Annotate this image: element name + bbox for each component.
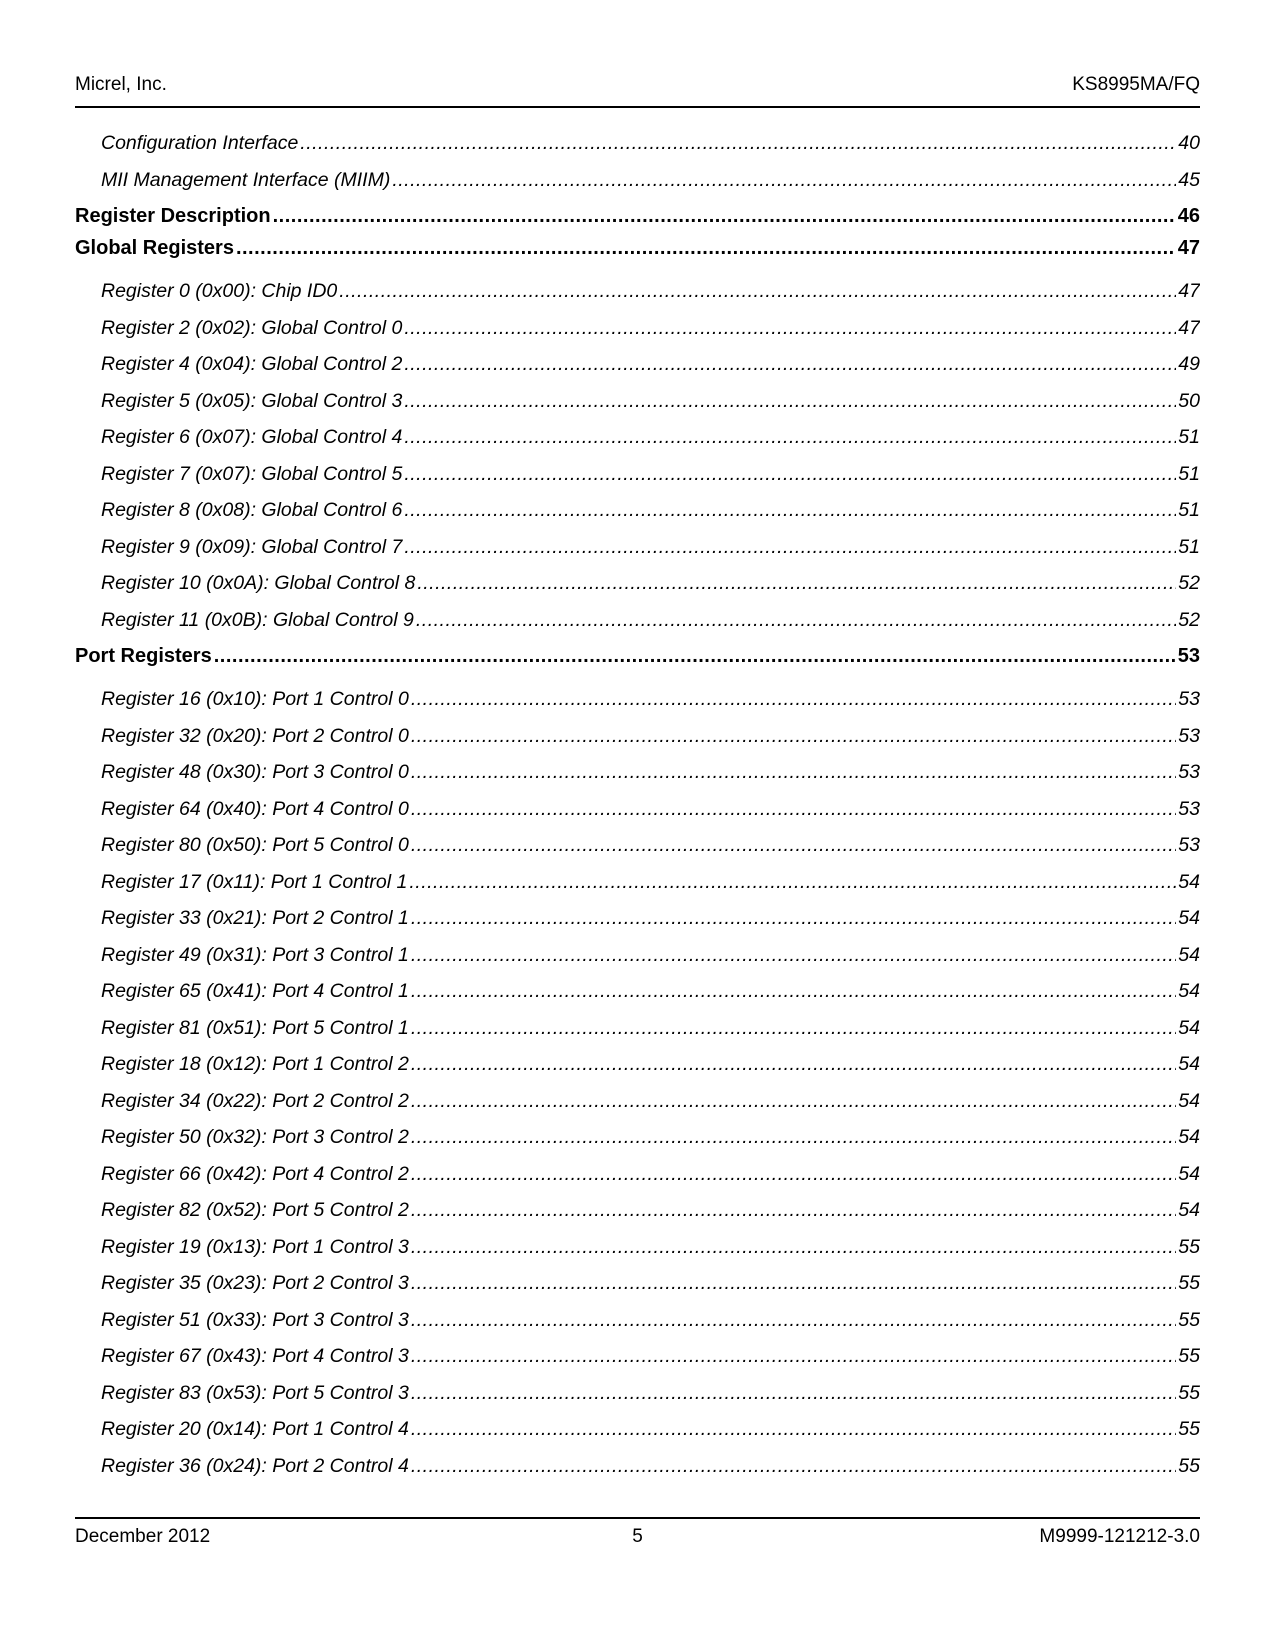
toc-entry-title: Register 83 (0x53): Port 5 Control 3 bbox=[101, 1381, 409, 1404]
dot-leader bbox=[404, 389, 1176, 413]
toc-entry-title: Register 18 (0x12): Port 1 Control 2 bbox=[101, 1053, 409, 1075]
toc-entry-title: Register 67 (0x43): Port 4 Control 3 bbox=[101, 1345, 409, 1367]
page-footer bbox=[75, 1517, 1200, 1556]
dot-leader bbox=[411, 1162, 1176, 1186]
toc-entry[interactable] bbox=[75, 1454, 1200, 1491]
dot-leader bbox=[214, 644, 1176, 668]
dot-leader bbox=[411, 1417, 1176, 1441]
dot-leader bbox=[404, 498, 1176, 522]
toc-entry-title: Register 7 (0x07): Global Control 5 bbox=[101, 462, 403, 485]
toc-entry-title: Register 50 (0x32): Port 3 Control 2 bbox=[101, 1126, 409, 1148]
toc-entry[interactable] bbox=[75, 279, 1200, 316]
toc-entry[interactable] bbox=[75, 687, 1200, 724]
toc-entry[interactable] bbox=[75, 1089, 1200, 1126]
toc-entry-page: 55 bbox=[1178, 1235, 1200, 1258]
toc-entry-page: 54 bbox=[1178, 1162, 1200, 1185]
dot-leader bbox=[411, 906, 1176, 930]
toc-entry-page: 54 bbox=[1178, 907, 1200, 929]
toc-entry-title: MII Management Interface (MIIM) bbox=[101, 168, 391, 191]
dot-leader bbox=[409, 870, 1176, 894]
toc-entry-title: Register 19 (0x13): Port 1 Control 3 bbox=[101, 1235, 409, 1258]
part-number: KS8995MA/FQ bbox=[1072, 74, 1200, 95]
toc-entry-title: Register 51 (0x33): Port 3 Control 3 bbox=[101, 1308, 409, 1331]
toc-entry-page: 47 bbox=[1177, 237, 1200, 259]
toc-entry-page: 51 bbox=[1178, 462, 1200, 485]
toc-entry-page: 54 bbox=[1178, 1089, 1200, 1112]
toc-entry[interactable] bbox=[75, 1162, 1200, 1199]
toc-entry-title: Register 9 (0x09): Global Control 7 bbox=[101, 535, 403, 558]
toc-entry-title: Register 17 (0x11): Port 1 Control 1 bbox=[101, 870, 408, 893]
toc-entry-page: 51 bbox=[1178, 535, 1200, 558]
toc-entry-page: 53 bbox=[1177, 645, 1200, 667]
toc-entry[interactable] bbox=[75, 644, 1200, 687]
toc-entry-title: Register 11 (0x0B): Global Control 9 bbox=[101, 608, 414, 631]
toc-entry-page: 54 bbox=[1178, 1053, 1200, 1075]
dot-leader bbox=[300, 131, 1176, 155]
dot-leader bbox=[411, 1125, 1176, 1149]
toc-entry-title: Register 48 (0x30): Port 3 Control 0 bbox=[101, 761, 409, 783]
toc-entry-page: 49 bbox=[1178, 353, 1200, 375]
toc-entry-page: 45 bbox=[1178, 168, 1200, 191]
toc-entry[interactable] bbox=[75, 1417, 1200, 1454]
toc-entry[interactable] bbox=[75, 389, 1200, 426]
toc-entry[interactable] bbox=[75, 608, 1200, 645]
company-name: Micrel, Inc. bbox=[75, 74, 167, 95]
toc-entry-page: 54 bbox=[1178, 980, 1200, 1002]
dot-leader bbox=[411, 724, 1176, 748]
toc-entry-title: Register 2 (0x02): Global Control 0 bbox=[101, 316, 403, 339]
toc-entry-page: 52 bbox=[1178, 608, 1200, 631]
toc-entry-title: Register 66 (0x42): Port 4 Control 2 bbox=[101, 1162, 409, 1185]
dot-leader bbox=[236, 236, 1176, 260]
toc-entry-page: 55 bbox=[1178, 1418, 1200, 1440]
toc-entry-title: Register 20 (0x14): Port 1 Control 4 bbox=[101, 1418, 409, 1440]
toc-entry-title: Register 6 (0x07): Global Control 4 bbox=[101, 426, 403, 448]
dot-leader bbox=[411, 979, 1176, 1003]
toc-entry[interactable] bbox=[75, 1235, 1200, 1272]
toc-entry-title: Register 16 (0x10): Port 1 Control 0 bbox=[101, 688, 409, 710]
page-header bbox=[75, 74, 1200, 108]
toc-entry[interactable] bbox=[75, 168, 1200, 205]
dot-leader bbox=[404, 535, 1176, 559]
toc-entry-page: 55 bbox=[1178, 1381, 1200, 1404]
toc-entry[interactable] bbox=[75, 204, 1200, 236]
toc-entry-title: Register 32 (0x20): Port 2 Control 0 bbox=[101, 724, 409, 747]
toc-entry[interactable] bbox=[75, 462, 1200, 499]
toc-entry-title: Register 80 (0x50): Port 5 Control 0 bbox=[101, 834, 409, 856]
toc-entry-page: 54 bbox=[1178, 870, 1200, 893]
toc-entry-title: Register Description bbox=[75, 205, 271, 227]
toc-entry[interactable] bbox=[75, 571, 1200, 608]
dot-leader bbox=[411, 1308, 1176, 1332]
dot-leader bbox=[411, 1454, 1176, 1478]
toc-entry-title: Register 4 (0x04): Global Control 2 bbox=[101, 353, 403, 375]
toc-entry[interactable] bbox=[75, 1344, 1200, 1381]
dot-leader bbox=[417, 571, 1176, 595]
dot-leader bbox=[273, 204, 1176, 228]
toc-entry-title: Register 5 (0x05): Global Control 3 bbox=[101, 389, 403, 412]
toc-entry[interactable] bbox=[75, 1308, 1200, 1345]
footer-date: December 2012 bbox=[75, 1526, 211, 1547]
toc-entry[interactable] bbox=[75, 760, 1200, 797]
toc-entry-page: 55 bbox=[1178, 1308, 1200, 1331]
toc-entry-title: Global Registers bbox=[75, 237, 234, 259]
toc-entry[interactable] bbox=[75, 833, 1200, 870]
toc-entry-title: Register 81 (0x51): Port 5 Control 1 bbox=[101, 1016, 409, 1039]
toc-entry[interactable] bbox=[75, 316, 1200, 353]
dot-leader bbox=[416, 608, 1176, 632]
dot-leader bbox=[404, 352, 1176, 376]
toc-entry-page: 46 bbox=[1177, 205, 1200, 227]
toc-entry[interactable] bbox=[75, 236, 1200, 279]
dot-leader bbox=[411, 1235, 1176, 1259]
toc-entry[interactable] bbox=[75, 870, 1200, 907]
toc-entry-title: Register 82 (0x52): Port 5 Control 2 bbox=[101, 1199, 409, 1221]
toc-entry-page: 53 bbox=[1178, 724, 1200, 747]
toc-entry-title: Register 8 (0x08): Global Control 6 bbox=[101, 499, 403, 521]
toc-entry-title: Register 33 (0x21): Port 2 Control 1 bbox=[101, 907, 409, 929]
toc-entry-page: 50 bbox=[1178, 389, 1200, 412]
toc-entry-page: 55 bbox=[1178, 1272, 1200, 1294]
toc-entry-page: 54 bbox=[1178, 1199, 1200, 1221]
footer-page-number: 5 bbox=[632, 1526, 643, 1547]
toc-entry-page: 52 bbox=[1178, 572, 1200, 594]
toc-entry-page: 40 bbox=[1178, 132, 1200, 154]
toc-entry-title: Register 35 (0x23): Port 2 Control 3 bbox=[101, 1272, 409, 1294]
dot-leader bbox=[411, 687, 1176, 711]
dot-leader bbox=[411, 1381, 1176, 1405]
dot-leader bbox=[411, 1344, 1176, 1368]
dot-leader bbox=[411, 833, 1176, 857]
dot-leader bbox=[392, 168, 1176, 192]
toc-entry-page: 55 bbox=[1178, 1454, 1200, 1477]
toc-entry[interactable] bbox=[75, 1052, 1200, 1089]
toc-entry[interactable] bbox=[75, 131, 1200, 168]
toc-entry[interactable] bbox=[75, 943, 1200, 980]
toc-entry[interactable] bbox=[75, 535, 1200, 572]
toc-entry[interactable] bbox=[75, 797, 1200, 834]
footer-doc-number: M9999-121212-3.0 bbox=[1039, 1526, 1200, 1547]
toc-entry[interactable] bbox=[75, 498, 1200, 535]
toc-entry-page: 55 bbox=[1178, 1345, 1200, 1367]
toc-entry-title: Register 34 (0x22): Port 2 Control 2 bbox=[101, 1089, 409, 1112]
toc-entry[interactable] bbox=[75, 1381, 1200, 1418]
dot-leader bbox=[411, 1052, 1176, 1076]
toc-entry-page: 47 bbox=[1178, 280, 1200, 302]
dot-leader bbox=[411, 1198, 1176, 1222]
toc-entry-title: Register 10 (0x0A): Global Control 8 bbox=[101, 572, 416, 594]
toc-entry-title: Register 49 (0x31): Port 3 Control 1 bbox=[101, 943, 409, 966]
toc-entry-page: 47 bbox=[1178, 316, 1200, 339]
toc-entry[interactable] bbox=[75, 979, 1200, 1016]
toc-entry-page: 54 bbox=[1178, 1016, 1200, 1039]
dot-leader bbox=[411, 1016, 1176, 1040]
dot-leader bbox=[411, 1271, 1176, 1295]
toc-entry-title: Port Registers bbox=[75, 645, 212, 667]
toc-entry[interactable] bbox=[75, 724, 1200, 761]
toc-entry-page: 53 bbox=[1178, 761, 1200, 783]
toc-entry-title: Register 65 (0x41): Port 4 Control 1 bbox=[101, 980, 409, 1002]
toc-entry-page: 53 bbox=[1178, 834, 1200, 856]
toc-entry-page: 54 bbox=[1178, 943, 1200, 966]
toc-entry-title: Register 64 (0x40): Port 4 Control 0 bbox=[101, 797, 409, 820]
dot-leader bbox=[404, 425, 1176, 449]
toc-entry-page: 54 bbox=[1178, 1126, 1200, 1148]
toc-entry-title: Register 0 (0x00): Chip ID0 bbox=[101, 280, 338, 302]
table-of-contents bbox=[75, 131, 1200, 1490]
toc-entry-page: 53 bbox=[1178, 688, 1200, 710]
toc-entry[interactable] bbox=[75, 352, 1200, 389]
dot-leader bbox=[404, 462, 1176, 486]
dot-leader bbox=[411, 760, 1176, 784]
dot-leader bbox=[411, 797, 1176, 821]
dot-leader bbox=[339, 279, 1176, 303]
toc-entry[interactable] bbox=[75, 1125, 1200, 1162]
toc-entry[interactable] bbox=[75, 425, 1200, 462]
toc-entry[interactable] bbox=[75, 1271, 1200, 1308]
toc-entry-page: 51 bbox=[1178, 426, 1200, 448]
dot-leader bbox=[411, 943, 1176, 967]
toc-entry[interactable] bbox=[75, 1198, 1200, 1235]
toc-entry-title: Register 36 (0x24): Port 2 Control 4 bbox=[101, 1454, 409, 1477]
toc-entry-page: 51 bbox=[1178, 499, 1200, 521]
toc-entry-title: Configuration Interface bbox=[101, 132, 299, 154]
toc-entry[interactable] bbox=[75, 1016, 1200, 1053]
dot-leader bbox=[411, 1089, 1176, 1113]
dot-leader bbox=[404, 316, 1176, 340]
toc-entry[interactable] bbox=[75, 906, 1200, 943]
toc-entry-page: 53 bbox=[1178, 797, 1200, 820]
